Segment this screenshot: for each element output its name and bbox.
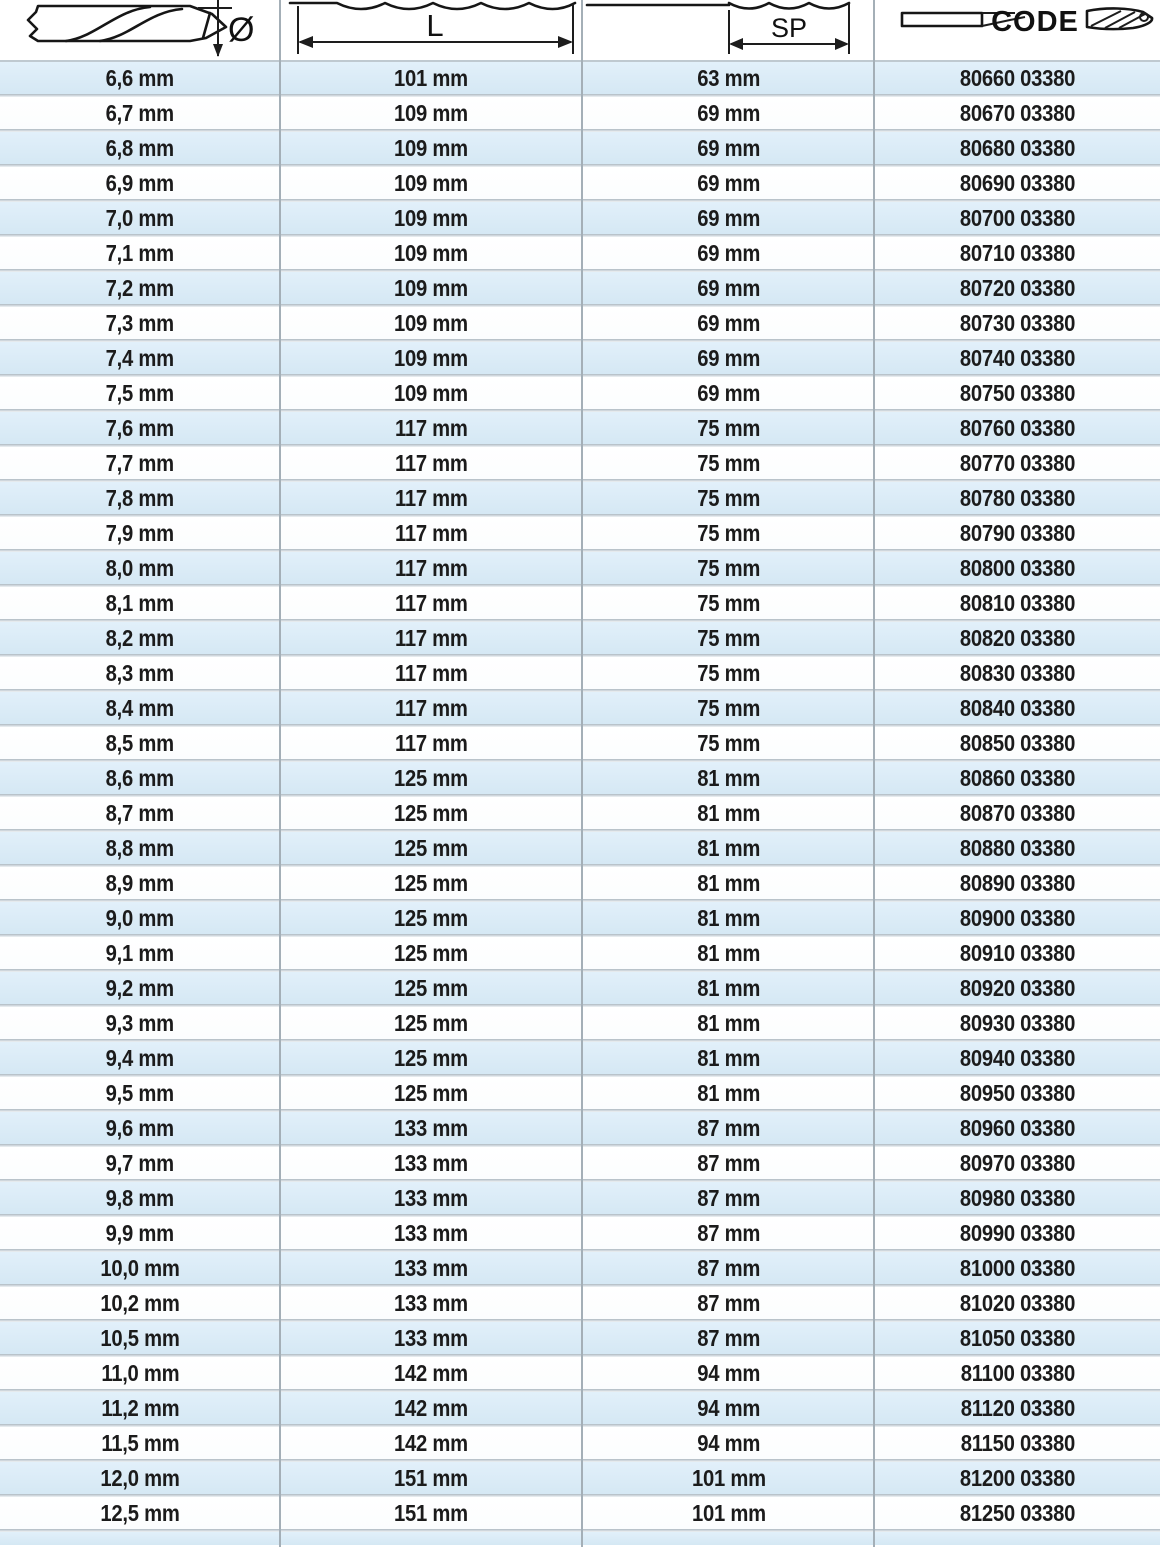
cell-code: 80780 03380	[959, 485, 1076, 511]
cell-diameter: 6,9 mm	[105, 170, 175, 196]
cell-diameter: 11,5 mm	[100, 1430, 180, 1456]
cell-length: 125 mm	[394, 940, 468, 966]
table-row	[0, 1007, 1160, 1039]
cell-diameter: 7,4 mm	[105, 345, 175, 371]
cell-diameter: 8,5 mm	[105, 730, 175, 756]
cell-spiral-length: 75 mm	[697, 485, 760, 511]
cell-diameter: 7,0 mm	[105, 205, 175, 231]
cell-code: 80670 03380	[959, 100, 1076, 126]
cell-code: 80800 03380	[959, 555, 1076, 581]
cell-code: 80920 03380	[959, 975, 1076, 1001]
header-code	[875, 0, 1160, 60]
cell-spiral-length: 94 mm	[697, 1360, 760, 1386]
cell-code: 80700 03380	[959, 205, 1076, 231]
cell-length: 133 mm	[394, 1185, 468, 1211]
table-row	[0, 1147, 1160, 1179]
cell-code: 80850 03380	[959, 730, 1076, 756]
cell-spiral-length: 75 mm	[697, 415, 760, 441]
cell-spiral-length: 87 mm	[697, 1290, 760, 1316]
cell-spiral-length: 75 mm	[697, 590, 760, 616]
cell-code: 80740 03380	[959, 345, 1076, 371]
cell-code: 80760 03380	[959, 415, 1076, 441]
cell-length: 109 mm	[394, 310, 468, 336]
cell-code: 80950 03380	[959, 1080, 1076, 1106]
cell-code: 80820 03380	[959, 625, 1076, 651]
cell-code: 81020 03380	[959, 1290, 1076, 1316]
cell-code: 80710 03380	[959, 240, 1076, 266]
cell-diameter: 8,6 mm	[105, 765, 175, 791]
cell-length: 117 mm	[394, 660, 468, 686]
table-row	[0, 237, 1160, 269]
cell-spiral-length: 87 mm	[697, 1220, 760, 1246]
partial-row	[0, 1532, 1160, 1545]
cell-spiral-length: 81 mm	[697, 835, 760, 861]
cell-spiral-length: 75 mm	[697, 660, 760, 686]
table-row	[0, 517, 1160, 549]
cell-code: 80960 03380	[959, 1115, 1076, 1141]
cell-length: 109 mm	[394, 240, 468, 266]
table-header	[0, 0, 1160, 62]
table-row	[0, 867, 1160, 899]
cell-diameter: 12,5 mm	[100, 1500, 180, 1526]
cell-spiral-length: 75 mm	[697, 450, 760, 476]
cell-code: 80860 03380	[959, 765, 1076, 791]
cell-length: 117 mm	[394, 625, 468, 651]
cell-length: 117 mm	[394, 415, 468, 441]
cell-spiral-length: 81 mm	[697, 1080, 760, 1106]
table-row	[0, 447, 1160, 479]
cell-code: 80830 03380	[959, 660, 1076, 686]
cell-length: 101 mm	[394, 65, 468, 91]
cell-diameter: 8,1 mm	[105, 590, 175, 616]
cell-diameter: 7,2 mm	[105, 275, 175, 301]
cell-length: 125 mm	[394, 1080, 468, 1106]
table-row	[0, 377, 1160, 409]
cell-code: 81250 03380	[959, 1500, 1076, 1526]
cell-length: 133 mm	[394, 1150, 468, 1176]
cell-spiral-length: 69 mm	[697, 380, 760, 406]
cell-spiral-length: 81 mm	[697, 940, 760, 966]
cell-code: 80790 03380	[959, 520, 1076, 546]
table-row	[0, 1462, 1160, 1494]
cell-code: 81000 03380	[959, 1255, 1076, 1281]
table-row	[0, 97, 1160, 129]
cell-diameter: 6,6 mm	[105, 65, 175, 91]
cell-code: 80970 03380	[959, 1150, 1076, 1176]
cell-code: 80840 03380	[959, 695, 1076, 721]
cell-spiral-length: 94 mm	[697, 1430, 760, 1456]
column-symbol: CODE	[991, 6, 1079, 38]
cell-length: 109 mm	[394, 100, 468, 126]
cell-spiral-length: 75 mm	[697, 625, 760, 651]
cell-spiral-length: 94 mm	[697, 1395, 760, 1421]
cell-spiral-length: 81 mm	[697, 800, 760, 826]
drill-spiral-length-diagram-icon	[583, 0, 873, 60]
cell-code: 80660 03380	[959, 65, 1076, 91]
cell-code: 80730 03380	[959, 310, 1076, 336]
cell-diameter: 7,5 mm	[105, 380, 175, 406]
cell-spiral-length: 69 mm	[697, 240, 760, 266]
cell-diameter: 7,8 mm	[105, 485, 175, 511]
cell-spiral-length: 69 mm	[697, 100, 760, 126]
cell-length: 125 mm	[394, 975, 468, 1001]
cell-code: 80810 03380	[959, 590, 1076, 616]
cell-length: 125 mm	[394, 835, 468, 861]
cell-length: 109 mm	[394, 205, 468, 231]
cell-length: 117 mm	[394, 450, 468, 476]
cell-length: 125 mm	[394, 870, 468, 896]
cell-code: 81200 03380	[959, 1465, 1076, 1491]
cell-code: 80770 03380	[959, 450, 1076, 476]
drill-overall-length-diagram-icon	[282, 0, 582, 60]
column-symbol: Ø	[228, 11, 255, 49]
cell-code: 80680 03380	[959, 135, 1076, 161]
cell-spiral-length: 75 mm	[697, 730, 760, 756]
cell-spiral-length: 75 mm	[697, 695, 760, 721]
cell-length: 151 mm	[394, 1500, 468, 1526]
table-row	[0, 272, 1160, 304]
table-row	[0, 62, 1160, 94]
cell-length: 109 mm	[394, 380, 468, 406]
cell-code: 80720 03380	[959, 275, 1076, 301]
cell-code: 80870 03380	[959, 800, 1076, 826]
cell-spiral-length: 69 mm	[697, 135, 760, 161]
cell-spiral-length: 69 mm	[697, 170, 760, 196]
table-row	[0, 1217, 1160, 1249]
header-overall-length	[282, 0, 582, 60]
cell-spiral-length: 81 mm	[697, 1010, 760, 1036]
cell-diameter: 8,3 mm	[105, 660, 175, 686]
cell-spiral-length: 69 mm	[697, 205, 760, 231]
table-row	[0, 1322, 1160, 1354]
table-row	[0, 692, 1160, 724]
cell-diameter: 8,2 mm	[105, 625, 175, 651]
cell-spiral-length: 81 mm	[697, 905, 760, 931]
cell-diameter: 6,7 mm	[105, 100, 175, 126]
cell-length: 125 mm	[394, 800, 468, 826]
table-row	[0, 797, 1160, 829]
table-row	[0, 902, 1160, 934]
table-row	[0, 1357, 1160, 1389]
cell-code: 80900 03380	[959, 905, 1076, 931]
cell-length: 133 mm	[394, 1325, 468, 1351]
cell-code: 80930 03380	[959, 1010, 1076, 1036]
cell-diameter: 11,0 mm	[100, 1360, 180, 1386]
cell-diameter: 10,5 mm	[100, 1325, 180, 1351]
cell-diameter: 9,9 mm	[105, 1220, 175, 1246]
table-row	[0, 937, 1160, 969]
table-row	[0, 1392, 1160, 1424]
cell-diameter: 9,1 mm	[105, 940, 175, 966]
cell-length: 142 mm	[394, 1360, 468, 1386]
table-row	[0, 622, 1160, 654]
cell-code: 81150 03380	[960, 1430, 1075, 1456]
cell-diameter: 10,2 mm	[100, 1290, 180, 1316]
cell-code: 80980 03380	[959, 1185, 1076, 1211]
cell-length: 133 mm	[394, 1220, 468, 1246]
drill-code-diagram-icon	[875, 0, 1160, 60]
cell-length: 125 mm	[394, 1045, 468, 1071]
cell-diameter: 9,7 mm	[105, 1150, 175, 1176]
cell-diameter: 8,8 mm	[105, 835, 175, 861]
cell-code: 80890 03380	[959, 870, 1076, 896]
cell-code: 81100 03380	[960, 1360, 1075, 1386]
cell-length: 117 mm	[394, 590, 468, 616]
cell-code: 80990 03380	[959, 1220, 1076, 1246]
table-row	[0, 1112, 1160, 1144]
table-row	[0, 552, 1160, 584]
cell-length: 142 mm	[394, 1395, 468, 1421]
cell-diameter: 9,0 mm	[105, 905, 175, 931]
table-row	[0, 167, 1160, 199]
header-diameter	[0, 0, 280, 60]
cell-length: 125 mm	[394, 905, 468, 931]
table-row	[0, 972, 1160, 1004]
cell-spiral-length: 63 mm	[697, 65, 760, 91]
cell-length: 151 mm	[394, 1465, 468, 1491]
table-row	[0, 342, 1160, 374]
cell-spiral-length: 87 mm	[697, 1255, 760, 1281]
cell-spiral-length: 75 mm	[697, 520, 760, 546]
cell-spiral-length: 75 mm	[697, 555, 760, 581]
table-row	[0, 762, 1160, 794]
cell-spiral-length: 81 mm	[697, 1045, 760, 1071]
column-divider	[279, 0, 281, 1547]
cell-diameter: 7,7 mm	[105, 450, 175, 476]
cell-code: 80690 03380	[959, 170, 1076, 196]
cell-code: 80910 03380	[959, 940, 1076, 966]
cell-length: 125 mm	[394, 765, 468, 791]
cell-spiral-length: 87 mm	[697, 1325, 760, 1351]
cell-diameter: 7,6 mm	[105, 415, 175, 441]
table-row	[0, 832, 1160, 864]
cell-diameter: 6,8 mm	[105, 135, 175, 161]
cell-spiral-length: 81 mm	[697, 870, 760, 896]
table-row	[0, 587, 1160, 619]
cell-diameter: 12,0 mm	[100, 1465, 180, 1491]
table-row	[0, 1497, 1160, 1529]
cell-spiral-length: 87 mm	[697, 1115, 760, 1141]
cell-diameter: 9,6 mm	[105, 1115, 175, 1141]
cell-spiral-length: 69 mm	[697, 345, 760, 371]
table-row	[0, 1042, 1160, 1074]
table-row	[0, 727, 1160, 759]
cell-length: 109 mm	[394, 135, 468, 161]
cell-length: 133 mm	[394, 1290, 468, 1316]
cell-spiral-length: 101 mm	[691, 1465, 766, 1491]
table-row	[0, 307, 1160, 339]
table-row	[0, 1427, 1160, 1459]
cell-diameter: 11,2 mm	[100, 1395, 180, 1421]
table-row	[0, 1252, 1160, 1284]
cell-diameter: 9,2 mm	[105, 975, 175, 1001]
cell-spiral-length: 81 mm	[697, 975, 760, 1001]
cell-diameter: 8,4 mm	[105, 695, 175, 721]
table-row	[0, 132, 1160, 164]
cell-spiral-length: 101 mm	[691, 1500, 766, 1526]
cell-diameter: 9,4 mm	[105, 1045, 175, 1071]
drill-diameter-diagram-icon	[0, 0, 280, 60]
cell-code: 80880 03380	[959, 835, 1076, 861]
table-row	[0, 482, 1160, 514]
cell-diameter: 8,9 mm	[105, 870, 175, 896]
cell-diameter: 8,0 mm	[105, 555, 175, 581]
cell-length: 142 mm	[394, 1430, 468, 1456]
cell-diameter: 10,0 mm	[100, 1255, 180, 1281]
cell-diameter: 9,5 mm	[105, 1080, 175, 1106]
cell-code: 80940 03380	[959, 1045, 1076, 1071]
cell-length: 109 mm	[394, 345, 468, 371]
cell-length: 109 mm	[394, 170, 468, 196]
cell-diameter: 7,3 mm	[105, 310, 175, 336]
cell-spiral-length: 87 mm	[697, 1185, 760, 1211]
cell-length: 117 mm	[394, 520, 468, 546]
column-divider	[873, 0, 875, 1547]
cell-spiral-length: 81 mm	[697, 765, 760, 791]
table-row	[0, 1077, 1160, 1109]
cell-diameter: 7,9 mm	[105, 520, 175, 546]
cell-spiral-length: 87 mm	[697, 1150, 760, 1176]
column-divider	[581, 0, 583, 1547]
cell-length: 117 mm	[394, 555, 468, 581]
column-symbol: L	[426, 8, 444, 43]
cell-length: 109 mm	[394, 275, 468, 301]
table-row	[0, 202, 1160, 234]
cell-spiral-length: 69 mm	[697, 275, 760, 301]
cell-code: 81050 03380	[959, 1325, 1076, 1351]
table-row	[0, 657, 1160, 689]
cell-length: 133 mm	[394, 1255, 468, 1281]
column-symbol: SP	[770, 13, 808, 43]
cell-code: 81120 03380	[960, 1395, 1075, 1421]
cell-length: 117 mm	[394, 485, 468, 511]
cell-length: 133 mm	[394, 1115, 468, 1141]
cell-diameter: 8,7 mm	[105, 800, 175, 826]
cell-diameter: 9,3 mm	[105, 1010, 175, 1036]
cell-length: 117 mm	[394, 730, 468, 756]
cell-length: 117 mm	[394, 695, 468, 721]
cell-spiral-length: 69 mm	[697, 310, 760, 336]
cell-code: 80750 03380	[959, 380, 1076, 406]
cell-diameter: 9,8 mm	[105, 1185, 175, 1211]
table-row	[0, 1287, 1160, 1319]
cell-diameter: 7,1 mm	[105, 240, 175, 266]
header-spiral-length	[583, 0, 873, 60]
table-body	[0, 62, 1160, 1529]
table-row	[0, 1182, 1160, 1214]
cell-length: 125 mm	[394, 1010, 468, 1036]
table-row	[0, 412, 1160, 444]
